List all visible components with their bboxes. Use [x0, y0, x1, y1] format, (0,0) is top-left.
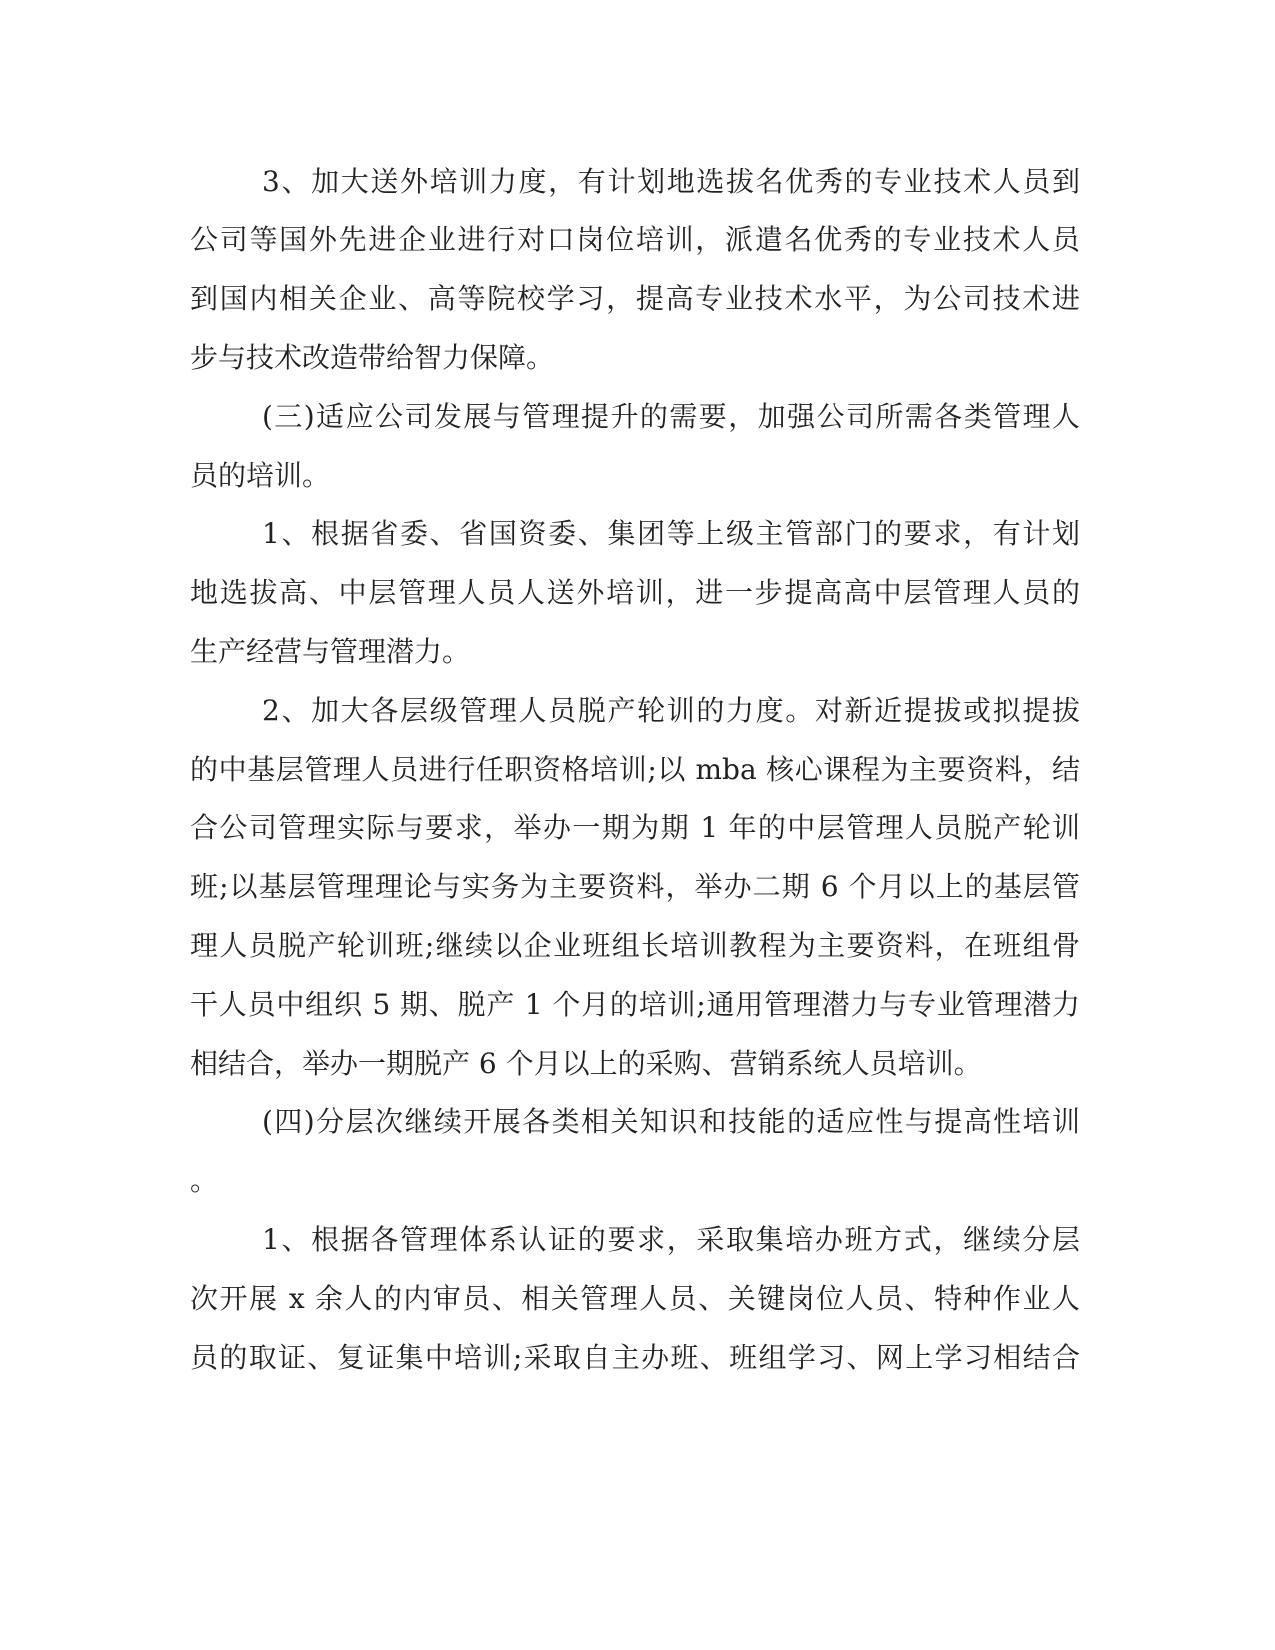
section-heading: (三)适应公司发展与管理提升的需要，加强公司所需各类管理人 [262, 400, 1080, 433]
text-line: 班;以基层管理理论与实务为主要资料，举办二期 6 个月以上的基层管 [190, 870, 1080, 903]
text-line: 地选拔高、中层管理人员人送外培训，进一步提高高中层管理人员的 [190, 576, 1080, 609]
text-line: 生产经营与管理潜力。 [190, 635, 471, 668]
text-line: 的中基层管理人员进行任职资格培训;以 mba 核心课程为主要资料，结 [190, 753, 1080, 786]
text-line: 员的取证、复证集中培训;采取自主办班、班组学习、网上学习相结合 [190, 1341, 1080, 1374]
text-line: 合公司管理实际与要求，举办一期为期 1 年的中层管理人员脱产轮训 [190, 811, 1080, 844]
text-line: 公司等国外先进企业进行对口岗位培训，派遣名优秀的专业技术人员 [190, 223, 1080, 256]
text-line: 步与技术改造带给智力保障。 [190, 341, 555, 374]
text-line: 1、根据各管理体系认证的要求，采取集培办班方式，继续分层 [262, 1223, 1080, 1256]
text-line: 2、加大各层级管理人员脱产轮训的力度。对新近提拔或拟提拔 [262, 694, 1080, 727]
text-line: 员的培训。 [190, 459, 331, 492]
text-line: 。 [190, 1164, 219, 1197]
text-line: 3、加大送外培训力度，有计划地选拔名优秀的专业技术人员到 [262, 165, 1080, 198]
text-line: 理人员脱产轮训班;继续以企业班组长培训教程为主要资料，在班组骨 [190, 929, 1080, 962]
text-line: 相结合，举办一期脱产 6 个月以上的采购、营销系统人员培训。 [190, 1047, 982, 1080]
text-line: 到国内相关企业、高等院校学习，提高专业技术水平，为公司技术进 [190, 282, 1080, 315]
text-line: 1、根据省委、省国资委、集团等上级主管部门的要求，有计划 [262, 517, 1080, 550]
section-heading: (四)分层次继续开展各类相关知识和技能的适应性与提高性培训 [262, 1105, 1080, 1138]
text-line: 干人员中组织 5 期、脱产 1 个月的培训;通用管理潜力与专业管理潜力 [190, 988, 1080, 1021]
text-line: 次开展 x 余人的内审员、相关管理人员、关键岗位人员、特种作业人 [190, 1282, 1080, 1315]
